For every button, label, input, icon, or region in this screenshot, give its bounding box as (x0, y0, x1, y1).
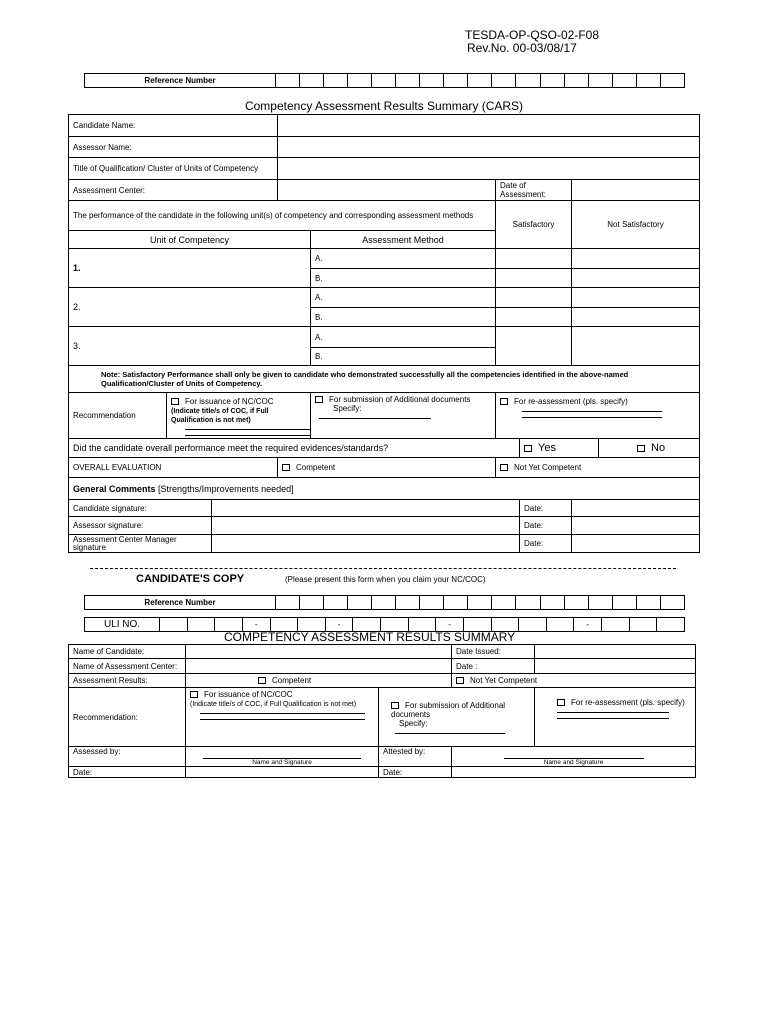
assessment-results-label: Assessment Results: (69, 674, 186, 688)
not-satisfactory-header: Not Satisfactory (572, 201, 700, 249)
checkbox-icon[interactable] (315, 396, 323, 403)
cars-form (68, 114, 700, 553)
uli-dash: - (436, 618, 464, 632)
copy-summary-form (68, 644, 696, 778)
unit-2: 2. (69, 288, 311, 327)
note-text: Note: Satisfactory Performance shall only be given to candidate who demonstrated successfully all the competencies identified in the above-named Qualification/Cluster of Units of Competency. (69, 366, 700, 393)
date-field[interactable] (535, 659, 696, 674)
assessor-date-field[interactable] (572, 517, 700, 535)
satisfactory-header: Satisfactory (496, 201, 572, 249)
unit-2-b-satisfactory[interactable] (496, 308, 572, 327)
unit-1-method-b[interactable]: B. (311, 269, 496, 288)
candidate-signature-field[interactable] (212, 500, 520, 517)
assessment-center-field[interactable] (278, 180, 496, 201)
unit-1-b-satisfactory[interactable] (496, 269, 572, 288)
unit-1-method-a[interactable]: A. (311, 249, 496, 269)
unit-2-a-not-satisfactory[interactable] (572, 288, 700, 308)
reference-number-label: Reference Number (85, 596, 276, 610)
no-option[interactable] (599, 439, 700, 458)
assessed-by-label: Assessed by: (69, 747, 186, 767)
reassessment-line-2[interactable] (557, 713, 669, 719)
specify-label: Specify: (333, 404, 362, 413)
assessed-by-field[interactable] (186, 747, 379, 767)
assessor-signature-field[interactable] (212, 517, 520, 535)
uli-dash: - (242, 618, 270, 632)
ref-box[interactable] (276, 74, 300, 88)
name-of-center-field[interactable] (186, 659, 452, 674)
competent-label: Competent (296, 463, 336, 472)
attested-date-label: Date: (379, 767, 452, 778)
qualification-field[interactable] (278, 158, 700, 180)
form-code: TESDA-OP-QSO-02-F08 (465, 28, 600, 42)
checkbox-icon[interactable] (391, 702, 399, 709)
unit-2-method-b[interactable]: B. (311, 308, 496, 327)
assessment-center-label: Assessment Center: (69, 180, 278, 201)
unit-3-satisfactory[interactable] (496, 327, 572, 366)
uli-label: ULI NO. (85, 618, 160, 632)
specify-label: Specify: (399, 718, 428, 728)
unit-3-method-b[interactable]: B. (311, 348, 496, 366)
checkbox-icon[interactable] (637, 445, 645, 452)
candidate-name-field[interactable] (278, 115, 700, 137)
issuance-label: For issuance of NC/COC (185, 397, 274, 406)
attested-by-label: Attested by: (379, 747, 452, 767)
issuance-line-2[interactable] (185, 430, 311, 436)
recommendation-label: Recommendation: (69, 688, 186, 747)
no-label: No (651, 442, 666, 454)
issuance-sub-label: (Indicate title/s of COC, if Full Qualification is not met) (171, 408, 269, 424)
date-label: Date : (452, 659, 535, 674)
general-comments[interactable] (69, 478, 700, 500)
submission-label: For submission of Additional documents (391, 700, 506, 719)
date-issued-label: Date Issued: (452, 645, 535, 659)
uli-dash: - (325, 618, 353, 632)
uli-dash: - (574, 618, 602, 632)
reassessment-label: For re-assessment (pls. specify) (514, 397, 628, 406)
checkbox-icon[interactable] (190, 691, 198, 698)
checkbox-icon[interactable] (171, 398, 179, 405)
unit-3-not-satisfactory[interactable] (572, 327, 700, 366)
assessed-date-field[interactable] (186, 767, 379, 778)
candidate-date-field[interactable] (572, 500, 700, 517)
unit-2-a-satisfactory[interactable] (496, 288, 572, 308)
assessor-name-field[interactable] (278, 137, 700, 158)
submission-option[interactable] (379, 688, 535, 747)
cut-line (90, 568, 676, 569)
candidates-copy-title: CANDIDATE'S COPY (136, 573, 245, 585)
attested-by-field[interactable] (452, 747, 696, 767)
date-of-assessment-field[interactable] (572, 180, 700, 201)
performance-text: The performance of the candidate in the following unit(s) of competency and corresponding assessment methods (69, 201, 496, 231)
manager-signature-field[interactable] (212, 535, 520, 553)
qualification-label: Title of Qualification/ Cluster of Units of Competency (69, 158, 278, 180)
unit-1-b-not-satisfactory[interactable] (572, 269, 700, 288)
specify-line[interactable] (319, 413, 431, 419)
reference-number-row (84, 73, 685, 88)
date-label: Date: (520, 517, 572, 535)
ref-box[interactable] (276, 596, 300, 610)
overall-question: Did the candidate overall performance meet the required evidences/standards? (69, 439, 520, 458)
name-signature-caption: Name and Signature (252, 759, 312, 766)
unit-1-a-not-satisfactory[interactable] (572, 249, 700, 269)
reassessment-option[interactable] (496, 393, 700, 439)
candidate-signature-label: Candidate signature: (69, 500, 212, 517)
recommendation-label: Recommendation (69, 393, 167, 439)
manager-date-field[interactable] (572, 535, 700, 553)
general-comments-sub: [Strengths/Improvements needed] (158, 483, 294, 494)
overall-evaluation-label: OVERALL EVALUATION (69, 458, 278, 478)
checkbox-icon[interactable] (500, 398, 508, 405)
checkbox-icon[interactable] (524, 445, 532, 452)
checkbox-icon[interactable] (282, 464, 290, 471)
name-of-candidate-label: Name of Candidate: (69, 645, 186, 659)
unit-1: 1. (69, 249, 311, 288)
assessor-name-label: Assessor Name: (69, 137, 278, 158)
date-of-assessment-label: Date of Assessment: (496, 180, 572, 201)
unit-1-a-satisfactory[interactable] (496, 249, 572, 269)
date-label: Date: (520, 535, 572, 553)
unit-3-method-a[interactable]: A. (311, 327, 496, 348)
assessment-method-header: Assessment Method (311, 231, 496, 249)
yes-label: Yes (538, 442, 556, 454)
reassessment-label: For re-assessment (pls. specify) (571, 698, 685, 707)
specify-line[interactable] (395, 728, 505, 734)
date-issued-field[interactable] (535, 645, 696, 659)
competent-option[interactable] (278, 458, 496, 478)
summary-title: COMPETENCY ASSESSMENT RESULTS SUMMARY (224, 630, 516, 644)
revision-number: Rev.No. 00-03/08/17 (467, 41, 577, 55)
not-yet-competent-label: Not Yet Competent (470, 676, 538, 685)
assessed-date-label: Date: (69, 767, 186, 778)
reference-number-label: Reference Number (85, 74, 276, 88)
candidate-name-label: Candidate Name: (69, 115, 278, 137)
manager-signature-label: Assessment Center Manager signature (69, 535, 212, 553)
name-signature-caption: Name and Signature (543, 759, 604, 766)
submission-label: For submission of Additional documents (329, 395, 471, 404)
name-of-center-label: Name of Assessment Center: (69, 659, 186, 674)
attested-date-field[interactable] (452, 767, 696, 778)
name-of-candidate-field[interactable] (186, 645, 452, 659)
checkbox-icon[interactable] (557, 699, 565, 706)
not-yet-competent-option[interactable] (496, 458, 700, 478)
issuance-sub-label: (Indicate title/s of COC, if Full Qualification is not met) (190, 701, 357, 708)
reference-number-row-copy (84, 595, 685, 610)
competent-option[interactable] (186, 674, 452, 688)
reassessment-option[interactable] (535, 688, 696, 747)
not-yet-competent-option[interactable] (452, 674, 696, 688)
checkbox-icon[interactable] (258, 677, 266, 684)
issuance-option[interactable] (186, 688, 379, 747)
unit-2-method-a[interactable]: A. (311, 288, 496, 308)
candidates-copy-note: (Please present this form when you claim your NC/COC) (285, 575, 486, 584)
issuance-option[interactable] (167, 393, 311, 439)
date-label: Date: (520, 500, 572, 517)
not-yet-competent-label: Not Yet Competent (514, 463, 582, 472)
unit-of-competency-header: Unit of Competency (69, 231, 311, 249)
checkbox-icon[interactable] (500, 464, 508, 471)
issuance-label: For issuance of NC/COC (204, 690, 293, 699)
competent-label: Competent (272, 676, 312, 685)
submission-option[interactable] (311, 393, 496, 439)
reassessment-line-2[interactable] (522, 412, 662, 418)
general-comments-label: General Comments (73, 483, 156, 494)
unit-2-b-not-satisfactory[interactable] (572, 308, 700, 327)
unit-3: 3. (69, 327, 311, 366)
yes-option[interactable] (520, 439, 599, 458)
issuance-line-2[interactable] (200, 714, 365, 720)
checkbox-icon[interactable] (456, 677, 464, 684)
assessor-signature-label: Assessor signature: (69, 517, 212, 535)
cars-title: Competency Assessment Results Summary (CARS) (244, 99, 524, 113)
